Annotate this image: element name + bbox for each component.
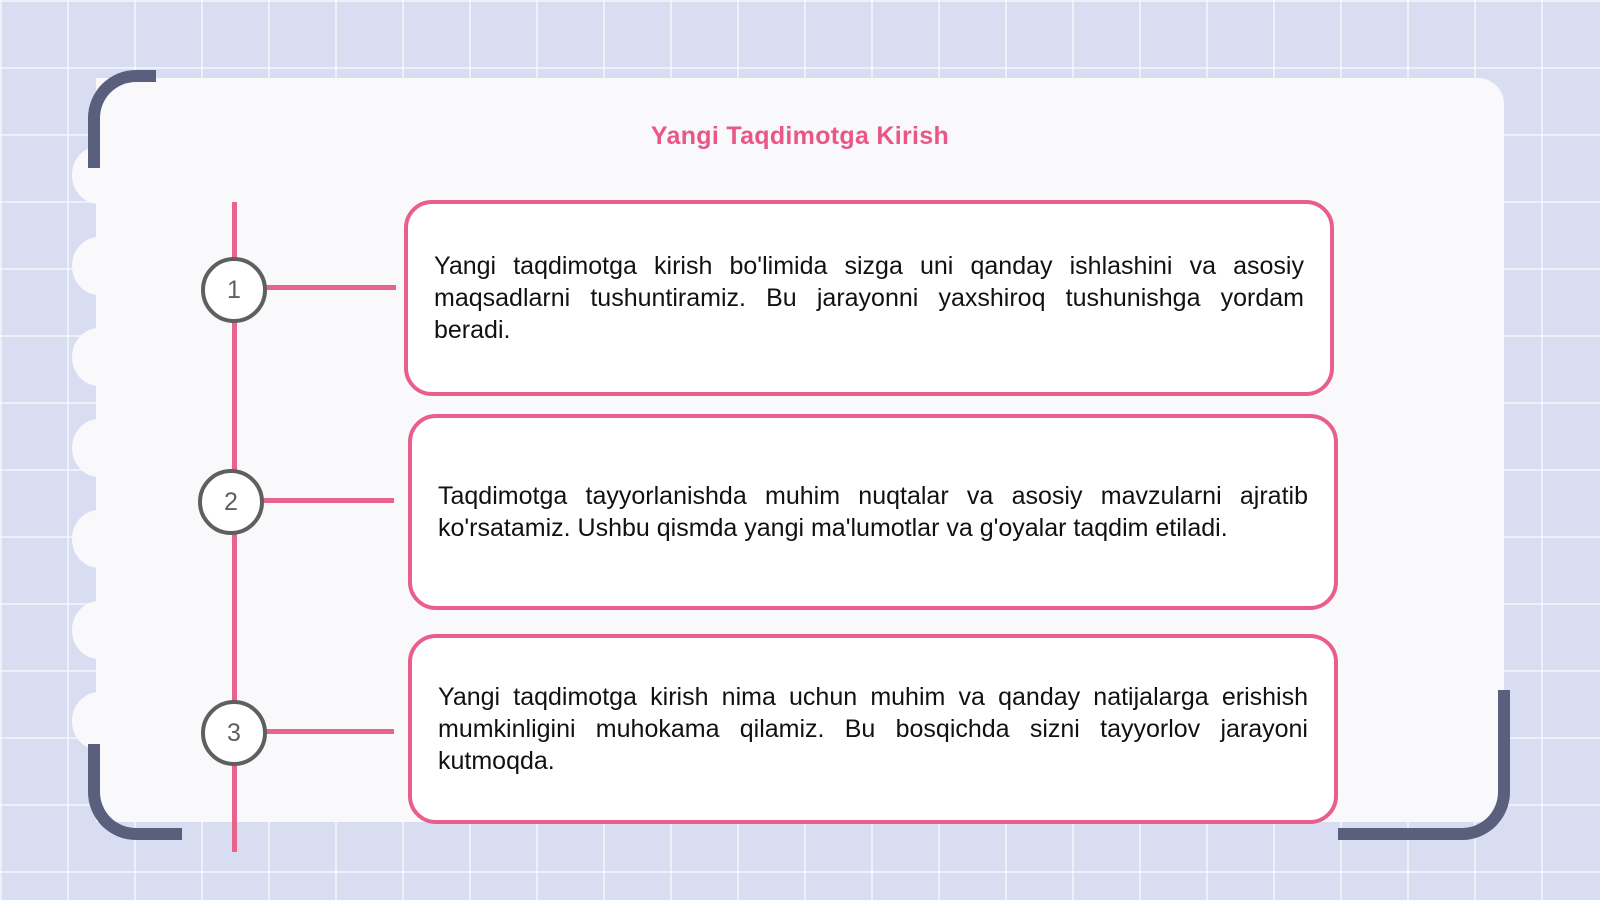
step-connector: [262, 729, 394, 734]
step-number-badge: 2: [198, 469, 264, 535]
paper-edge-bump: [72, 510, 126, 568]
corner-bracket-bottom-left: [88, 744, 182, 840]
step-card: [408, 414, 1338, 610]
paper-edge-bump: [72, 328, 126, 386]
step-card: [408, 634, 1338, 824]
step-number-badge: 3: [201, 700, 267, 766]
step-connector: [262, 498, 394, 503]
slide-title: Yangi Taqdimotga Kirish: [650, 122, 950, 150]
step-number-badge: 1: [201, 257, 267, 323]
paper-edge-bump: [72, 601, 126, 659]
paper-edge-bump: [72, 692, 126, 750]
step-connector: [262, 285, 396, 290]
step-text: Yangi taqdimotga kirish nima uchun muhim va qanday natijalarga erishish mumkinligini muhokama qilamiz. Bu bosqichda sizni tayyorlov jarayoni kutmoqda.: [438, 683, 1308, 775]
step-card: [404, 200, 1334, 396]
paper-edge-bump: [72, 419, 126, 477]
step-text: Taqdimotga tayyorlanishda muhim nuqtalar va asosiy mavzularni ajratib ko'rsatamiz. Ushbu qismda yangi ma'lumotlar va g'oyalar taqdim etiladi.: [438, 482, 1308, 542]
corner-bracket-bottom-right: [1338, 690, 1510, 840]
paper-edge-bump: [72, 237, 126, 295]
step-text: Yangi taqdimotga kirish bo'limida sizga uni qanday ishlashini va asosiy maqsadlarni tushuntiramiz. Bu jarayonni yaxshiroq tushunishga yordam beradi.: [434, 252, 1304, 344]
